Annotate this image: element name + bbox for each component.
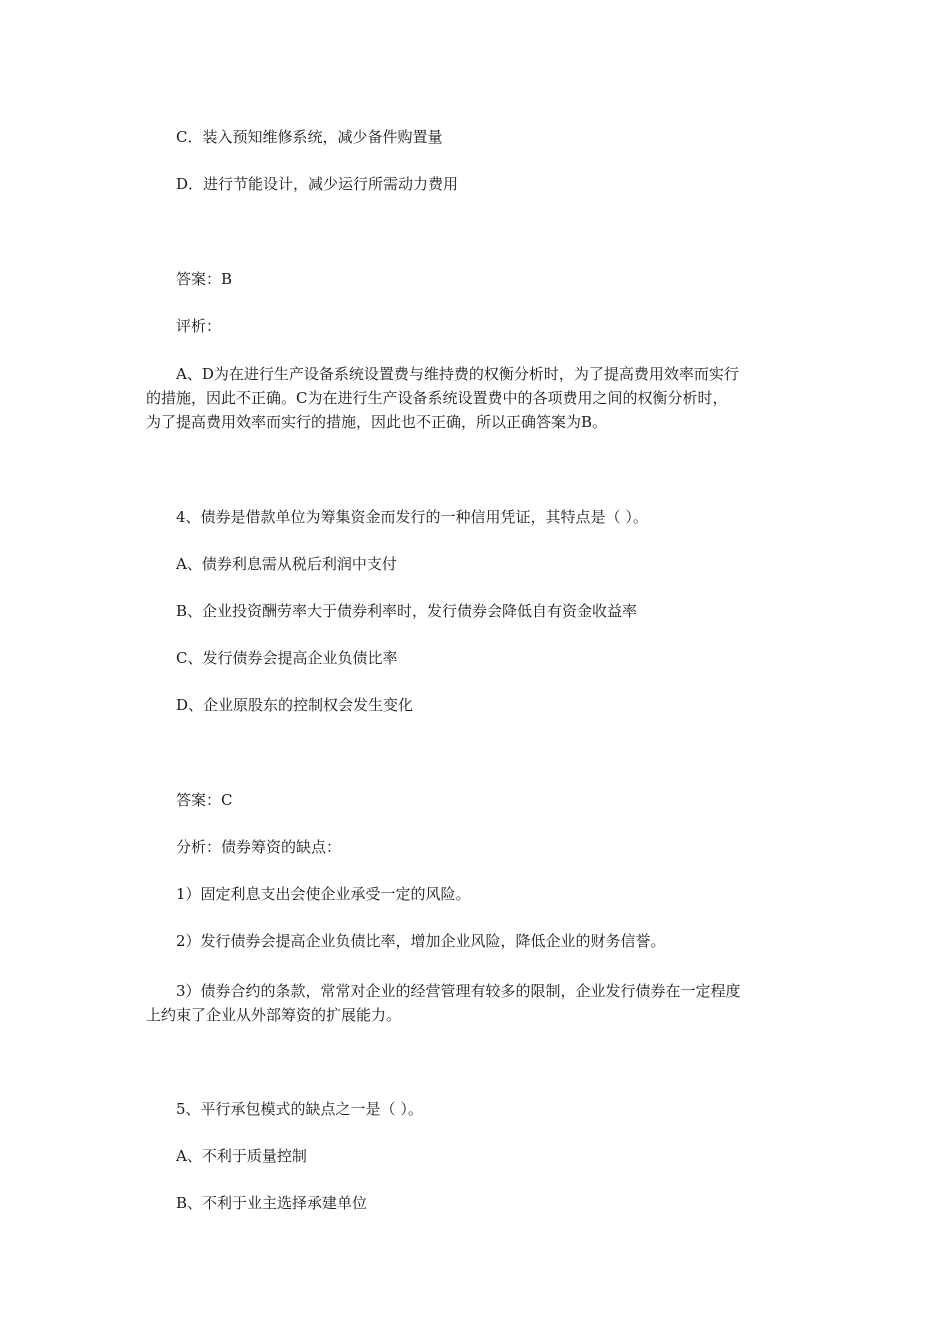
q4-question: 4、债券是借款单位为筹集资金而发行的一种信用凭证，其特点是（ ）。	[176, 508, 648, 526]
q5-option-b: B、不利于业主选择承建单位	[176, 1194, 368, 1212]
q4-option-d: D、企业原股东的控制权会发生变化	[176, 696, 414, 714]
q3-option-c: C．装入预知维修系统，减少备件购置量	[176, 128, 443, 146]
q3-answer: 答案：B	[176, 270, 233, 288]
q4-analysis-label: 分析：债券筹资的缺点：	[176, 838, 342, 856]
q4-point-2: 2）发行债券会提高企业负债比率，增加企业风险，降低企业的财务信誉。	[176, 932, 666, 950]
q3-analysis-line-3: 为了提高费用效率而实行的措施，因此也不正确，所以正确答案为B。	[146, 413, 608, 431]
q4-option-a: A、债券利息需从税后利润中支付	[176, 555, 397, 573]
q3-analysis-line-2: 的措施，因此不正确。C为在进行生产设备系统设置费中的各项费用之间的权衡分析时，	[146, 389, 728, 407]
q3-option-d: D．进行节能设计，减少运行所需动力费用	[176, 175, 459, 193]
q3-analysis-label: 评析：	[176, 317, 222, 335]
q5-question: 5、平行承包模式的缺点之一是（ ）。	[176, 1100, 423, 1118]
q4-point-3-line-2: 上约束了企业从外部筹资的扩展能力。	[146, 1006, 402, 1024]
q4-answer: 答案：C	[176, 791, 233, 809]
q4-option-b: B、企业投资酬劳率大于债券利率时，发行债券会降低自有资金收益率	[176, 602, 638, 620]
q4-point-3-line-1: 3）债券合约的条款，常常对企业的经营管理有较多的限制，企业发行债券在一定程度	[176, 982, 741, 1000]
q4-point-1: 1）固定利息支出会使企业承受一定的风险。	[176, 885, 471, 903]
q4-option-c: C、发行债券会提高企业负债比率	[176, 649, 398, 667]
q3-analysis-line-1: A、D为在进行生产设备系统设置费与维持费的权衡分析时，为了提高费用效率而实行	[176, 365, 739, 383]
q5-option-a: A、不利于质量控制	[176, 1147, 307, 1165]
